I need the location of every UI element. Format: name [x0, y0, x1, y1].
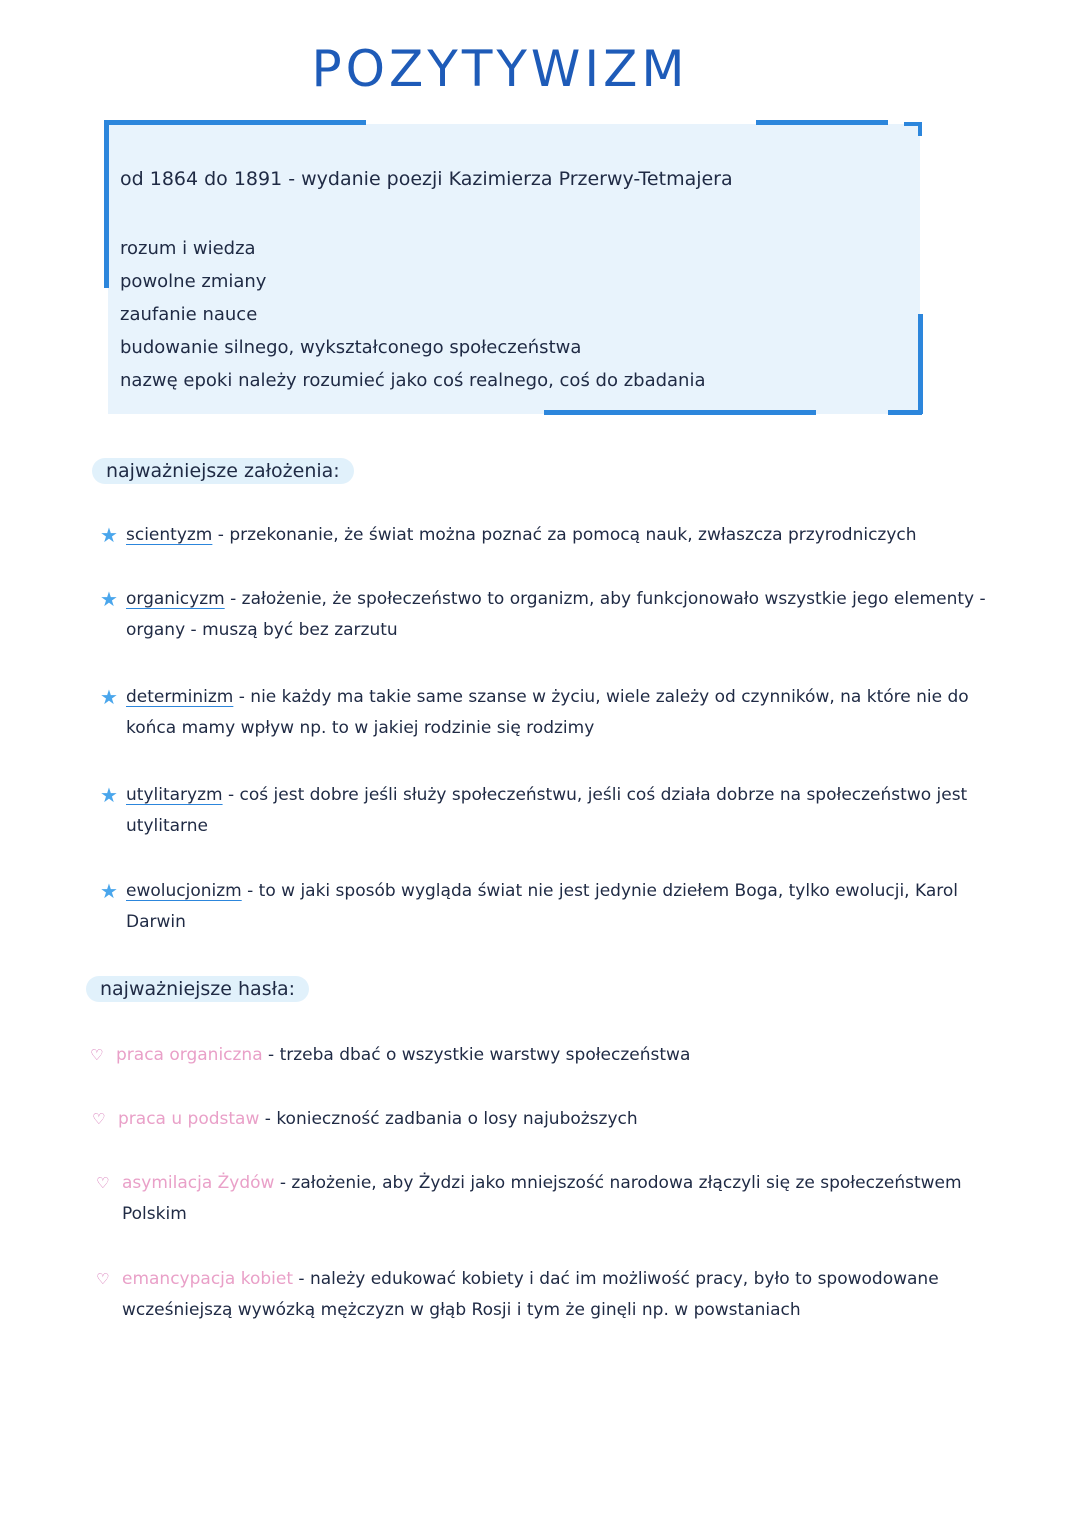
slogan-item	[90, 1040, 1010, 1071]
slogan-text: - należy edukować kobiety i dać im możliwość pracy, było to spowodowane wcześniejszą wywózką mężczyzn w głąb Rosji i tym że ginęli np. w powstaniach	[122, 1269, 939, 1320]
assumption-text: - coś jest dobre jeśli służy społeczeństwu, jeśli coś działa dobrze na społeczeństwo jest utylitarne	[126, 785, 968, 836]
slogan-item	[96, 1168, 1016, 1230]
slogan-item	[92, 1104, 1012, 1135]
assumptions-heading: najważniejsze założenia:	[92, 458, 354, 484]
assumption-text: - założenie, że społeczeństwo to organizm, aby funkcjonowało wszystkie jego elementy - organy - muszą być bez zarzutu	[126, 589, 986, 640]
slogans-heading: najważniejsze hasła:	[86, 976, 309, 1002]
heart-icon: ♡	[96, 1174, 110, 1192]
note-item: powolne zmiany	[120, 271, 267, 292]
assumption-term: determinizm	[126, 687, 234, 707]
assumption-text: - to w jaki sposób wygląda świat nie jest jedynie dziełem Boga, tylko ewolucji, Karol Darwin	[126, 881, 958, 932]
slogan-text: - konieczność zadbania o losy najuboższych	[264, 1109, 638, 1129]
note-item: budowanie silnego, wykształconego społeczeństwa	[120, 337, 582, 358]
assumption-item	[100, 584, 1020, 646]
box-border-right	[918, 314, 923, 414]
assumption-term: utylitaryzm	[126, 785, 223, 805]
assumption-item	[100, 780, 1020, 842]
slogan-term: praca organiczna	[116, 1045, 263, 1065]
note-item: nazwę epoki należy rozumieć jako coś realnego, coś do zbadania	[120, 370, 706, 391]
assumption-item	[100, 520, 1020, 551]
box-border-top-right	[756, 120, 888, 125]
star-icon: ★	[100, 879, 118, 903]
heart-icon: ♡	[92, 1110, 106, 1128]
assumption-item	[100, 876, 1020, 938]
star-icon: ★	[100, 523, 118, 547]
notes-list	[120, 232, 706, 397]
star-icon: ★	[100, 587, 118, 611]
page-title: POZYTYWIZM	[311, 40, 689, 98]
box-border-bottom-mid	[544, 410, 816, 415]
slogan-item	[96, 1264, 1016, 1326]
heart-icon: ♡	[90, 1046, 104, 1064]
slogan-term: asymilacja Żydów	[122, 1173, 275, 1193]
slogan-text: - założenie, aby Żydzi jako mniejszość narodowa złączyli się ze społeczeństwem Polskim	[122, 1173, 962, 1224]
box-border-bottom-right	[888, 410, 922, 415]
heart-icon: ♡	[96, 1270, 110, 1288]
assumption-text: - nie każdy ma takie same szanse w życiu, wiele zależy od czynników, na które nie do końca mamy wpływ np. to w jakiej rodzinie się rodzimy	[126, 687, 969, 738]
box-border-left	[104, 120, 109, 288]
assumption-text: - przekonanie, że świat można poznać za pomocą nauk, zwłaszcza przyrodniczych	[217, 525, 917, 545]
note-item: rozum i wiedza	[120, 238, 256, 259]
assumption-item	[100, 682, 1020, 744]
assumption-term: organicyzm	[126, 589, 225, 609]
note-item: zaufanie nauce	[120, 304, 258, 325]
star-icon: ★	[100, 783, 118, 807]
period-text: od 1864 do 1891 - wydanie poezji Kazimierza Przerwy-Tetmajera	[120, 168, 733, 190]
assumption-term: ewolucjonizm	[126, 881, 242, 901]
star-icon: ★	[100, 685, 118, 709]
box-border-top-left	[104, 120, 366, 125]
box-border-corner-right	[918, 122, 922, 136]
slogan-term: emancypacja kobiet	[122, 1269, 293, 1289]
assumption-term: scientyzm	[126, 525, 213, 545]
slogan-term: praca u podstaw	[118, 1109, 260, 1129]
slogan-text: - trzeba dbać o wszystkie warstwy społeczeństwa	[268, 1045, 691, 1065]
